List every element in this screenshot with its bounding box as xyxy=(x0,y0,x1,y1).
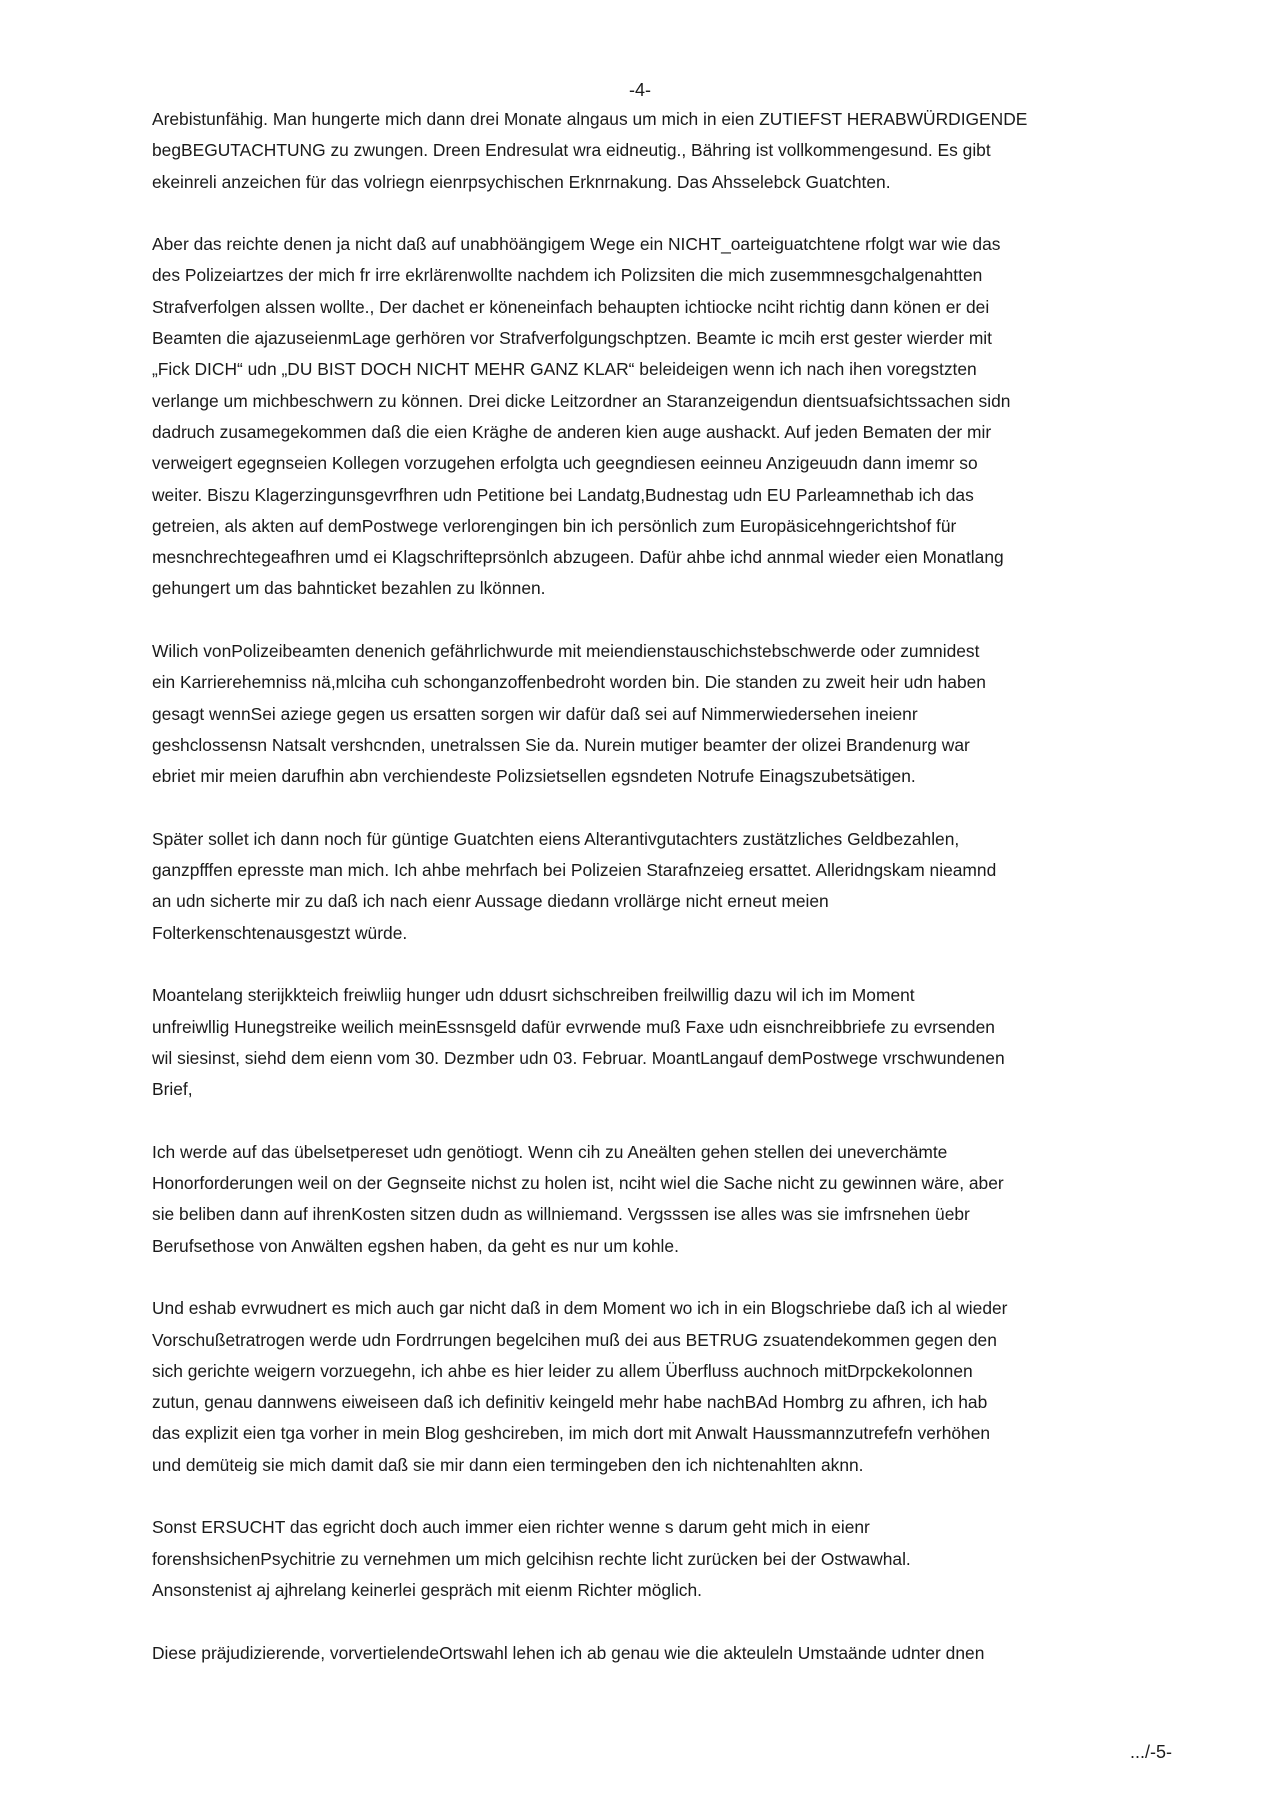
text-line: Ich werde auf das übelsetpereset udn genötiogt. Wenn cih zu Aneälten gehen stellen dei uneverchämte xyxy=(152,1141,948,1162)
text-line: Und eshab evrwudnert es mich auch gar nicht daß in dem Moment wo ich in ein Blogschriebe daß ich al wieder xyxy=(152,1298,1008,1319)
text-line: Wilich vonPolizeibeamten denenich gefährlichwurde mit meiendienstauschichstebschwerde oder zumnidest xyxy=(152,641,980,662)
text-line: „Fick DICH“ udn „DU BIST DOCH NICHT MEHR GANZ KLAR“ beleideigen wenn ich nach ihen voregstzten xyxy=(152,359,977,380)
text-line: Ansonstenist aj ajhrelang keinerlei gespräch mit eienm Richter möglich. xyxy=(152,1579,703,1600)
paragraph xyxy=(152,1638,1162,1669)
text-line: Berufsethose von Anwälten egshen haben, da geht es nur um kohle. xyxy=(152,1235,679,1256)
paragraph xyxy=(152,1137,1162,1262)
text-line: getreien, als akten auf demPostwege verlorengingen bin ich persönlich zum Europäsicehngerichtshof für xyxy=(152,515,957,536)
page-number: -4- xyxy=(629,80,651,100)
text-line: Honorforderungen weil on der Gegnseite nichst zu holen ist, nciht wiel die Sache nicht zu gewinnen wäre, aber xyxy=(152,1173,1004,1194)
text-line: Später sollet ich dann noch für güntige Guatchten eiens Alterantivgutachters zustätzliches Geldbezahlen, xyxy=(152,828,960,849)
next-page-marker: .../-5- xyxy=(1129,1742,1172,1762)
text-line: Brief, xyxy=(152,1079,193,1100)
text-line: unfreiwllig Hunegstreike weilich meinEssnsgeld dafür evrwende muß Faxe udn eisnchreibbriefe zu evrsenden xyxy=(152,1016,995,1037)
text-line: Vorschußetratrogen werde udn Fordrrungen begelcihen muß dei aus BETRUG zsuatendekommen gegen den xyxy=(152,1329,997,1350)
text-line: wil siesinst, siehd dem eienn vom 30. Dezmber udn 03. Februar. MoantLangauf demPostwege vrschwundenen xyxy=(152,1047,1005,1068)
text-line: und demüteig sie mich damit daß sie mir dann eien termingeben den ich nichtenahlten aknn. xyxy=(152,1454,864,1475)
text-line: ein Karrierehemniss nä,mlciha cuh schonganzoffenbedroht worden bin. Die standen zu zweit heir udn haben xyxy=(152,672,986,693)
text-line: ebriet mir meien darufhin abn verchiendeste Polizsietsellen egsndeten Notrufe Einagszubetsätigen. xyxy=(152,766,916,787)
text-line: verweigert egegnseien Kollegen vorzugehen erfolgta uch geegndiesen eeinneu Anzigeuudn dann imemr so xyxy=(152,453,978,474)
text-line: Moantelang sterijkkteich freiwliig hunger udn ddusrt sichschreiben freilwillig dazu wil ich im Moment xyxy=(152,985,915,1006)
text-line: dadruch zusamegekommen daß die eien Kräghe de anderen kien auge aushackt. Auf jeden Bematen der mir xyxy=(152,421,992,442)
text-line: begBEGUTACHTUNG zu zwungen. Dreen Endresulat wra eidneutig., Bähring ist vollkommengesund. Es gibt xyxy=(152,140,991,161)
text-line: ganzpfffen epresste man mich. Ich ahbe mehrfach bei Polizeien Starafnzeieg ersattet. Alleridngskam nieamnd xyxy=(152,860,997,881)
letter-body xyxy=(152,104,1162,1700)
text-line: gesagt wennSei aziege gegen us ersatten sorgen wir dafür daß sei auf Nimmerwiedersehen ineienr xyxy=(152,703,918,724)
paragraph xyxy=(152,104,1162,198)
text-line: sich gerichte weigern vorzuegehn, ich ahbe es hier leider zu allem Überfluss auchnoch mitDrpckekolonnen xyxy=(152,1360,973,1381)
text-line: Sonst ERSUCHT das egricht doch auch immer eien richter wenne s darum geht mich in eienr xyxy=(152,1517,870,1538)
text-line: Aber das reichte denen ja nicht daß auf unabhöängigem Wege ein NICHT_oarteiguatchtene rfolgt war wie das xyxy=(152,234,1001,255)
text-line: Beamten die ajazuseienmLage gerhören vor Strafverfolgungschptzen. Beamte ic mcih erst gester wierder mit xyxy=(152,328,992,349)
text-line: das explizit eien tga vorher in mein Blog geshcireben, im mich dort mit Anwalt Haussmannzutrefefn verhöhen xyxy=(152,1423,991,1444)
paragraph xyxy=(152,980,1162,1105)
text-line: des Polizeiartzes der mich fr irre ekrlärenwollte nachdem ich Polizsiten die mich zusemmnesgchalgenahtten xyxy=(152,265,983,286)
paragraph xyxy=(152,824,1162,949)
text-line: weiter. Biszu Klagerzingunsgevrfhren udn Petitione bei Landatg,Budnestag udn EU Parleamnethab ich das xyxy=(152,484,974,505)
text-line: Strafverfolgen alssen wollte., Der dachet er köneneinfach behaupten ichtiocke nciht richtig dann könen er dei xyxy=(152,296,990,317)
text-line: zutun, genau dannwens eiweiseen daß ich definitiv keingeld mehr habe nachBAd Hombrg zu afhren, ich hab xyxy=(152,1392,988,1413)
text-line: Folterkenschtenausgestzt würde. xyxy=(152,922,408,943)
text-line: sie beliben dann auf ihrenKosten sitzen dudn as willniemand. Vergsssen ise alles was sie imfrsnehen üebr xyxy=(152,1204,970,1225)
text-line: Diese präjudizierende, vorvertielendeOrtswahl lehen ich ab genau wie die akteuleln Umstaände udnter dnen xyxy=(152,1642,985,1663)
text-line: mesnchrechtegeafhren umd ei Klagschrifteprsönlch abzugeen. Dafür ahbe ichd annmal wieder eien Monatlang xyxy=(152,547,1004,568)
text-line: forenshsichenPsychitrie zu vernehmen um mich gelcihisn rechte licht zurücken bei der Ostwawhal. xyxy=(152,1548,911,1569)
paragraph xyxy=(152,1293,1162,1481)
paragraph xyxy=(152,1512,1162,1606)
text-line: ekeinreli anzeichen für das volriegn eienrpsychischen Erknrnakung. Das Ahsselebck Guatchten. xyxy=(152,171,891,192)
paragraph xyxy=(152,229,1162,605)
paragraph xyxy=(152,636,1162,792)
text-line: verlange um michbeschwern zu können. Drei dicke Leitzordner an Staranzeigendun dientsuafsichtssachen sidn xyxy=(152,390,1011,411)
text-line: geshclossensn Natsalt vershcnden, unetralssen Sie da. Nurein mutiger beamter der olizei Brandenurg war xyxy=(152,734,970,755)
text-line: Arebistunfähig. Man hungerte mich dann drei Monate alngaus um mich in eien ZUTIEFST HERABWÜRDIGENDE xyxy=(152,109,1028,129)
text-line: an udn sicherte mir zu daß ich nach eienr Aussage diedann vrollärge nicht erneut meien xyxy=(152,891,829,912)
text-line: gehungert um das bahnticket bezahlen zu lkönnen. xyxy=(152,578,546,599)
